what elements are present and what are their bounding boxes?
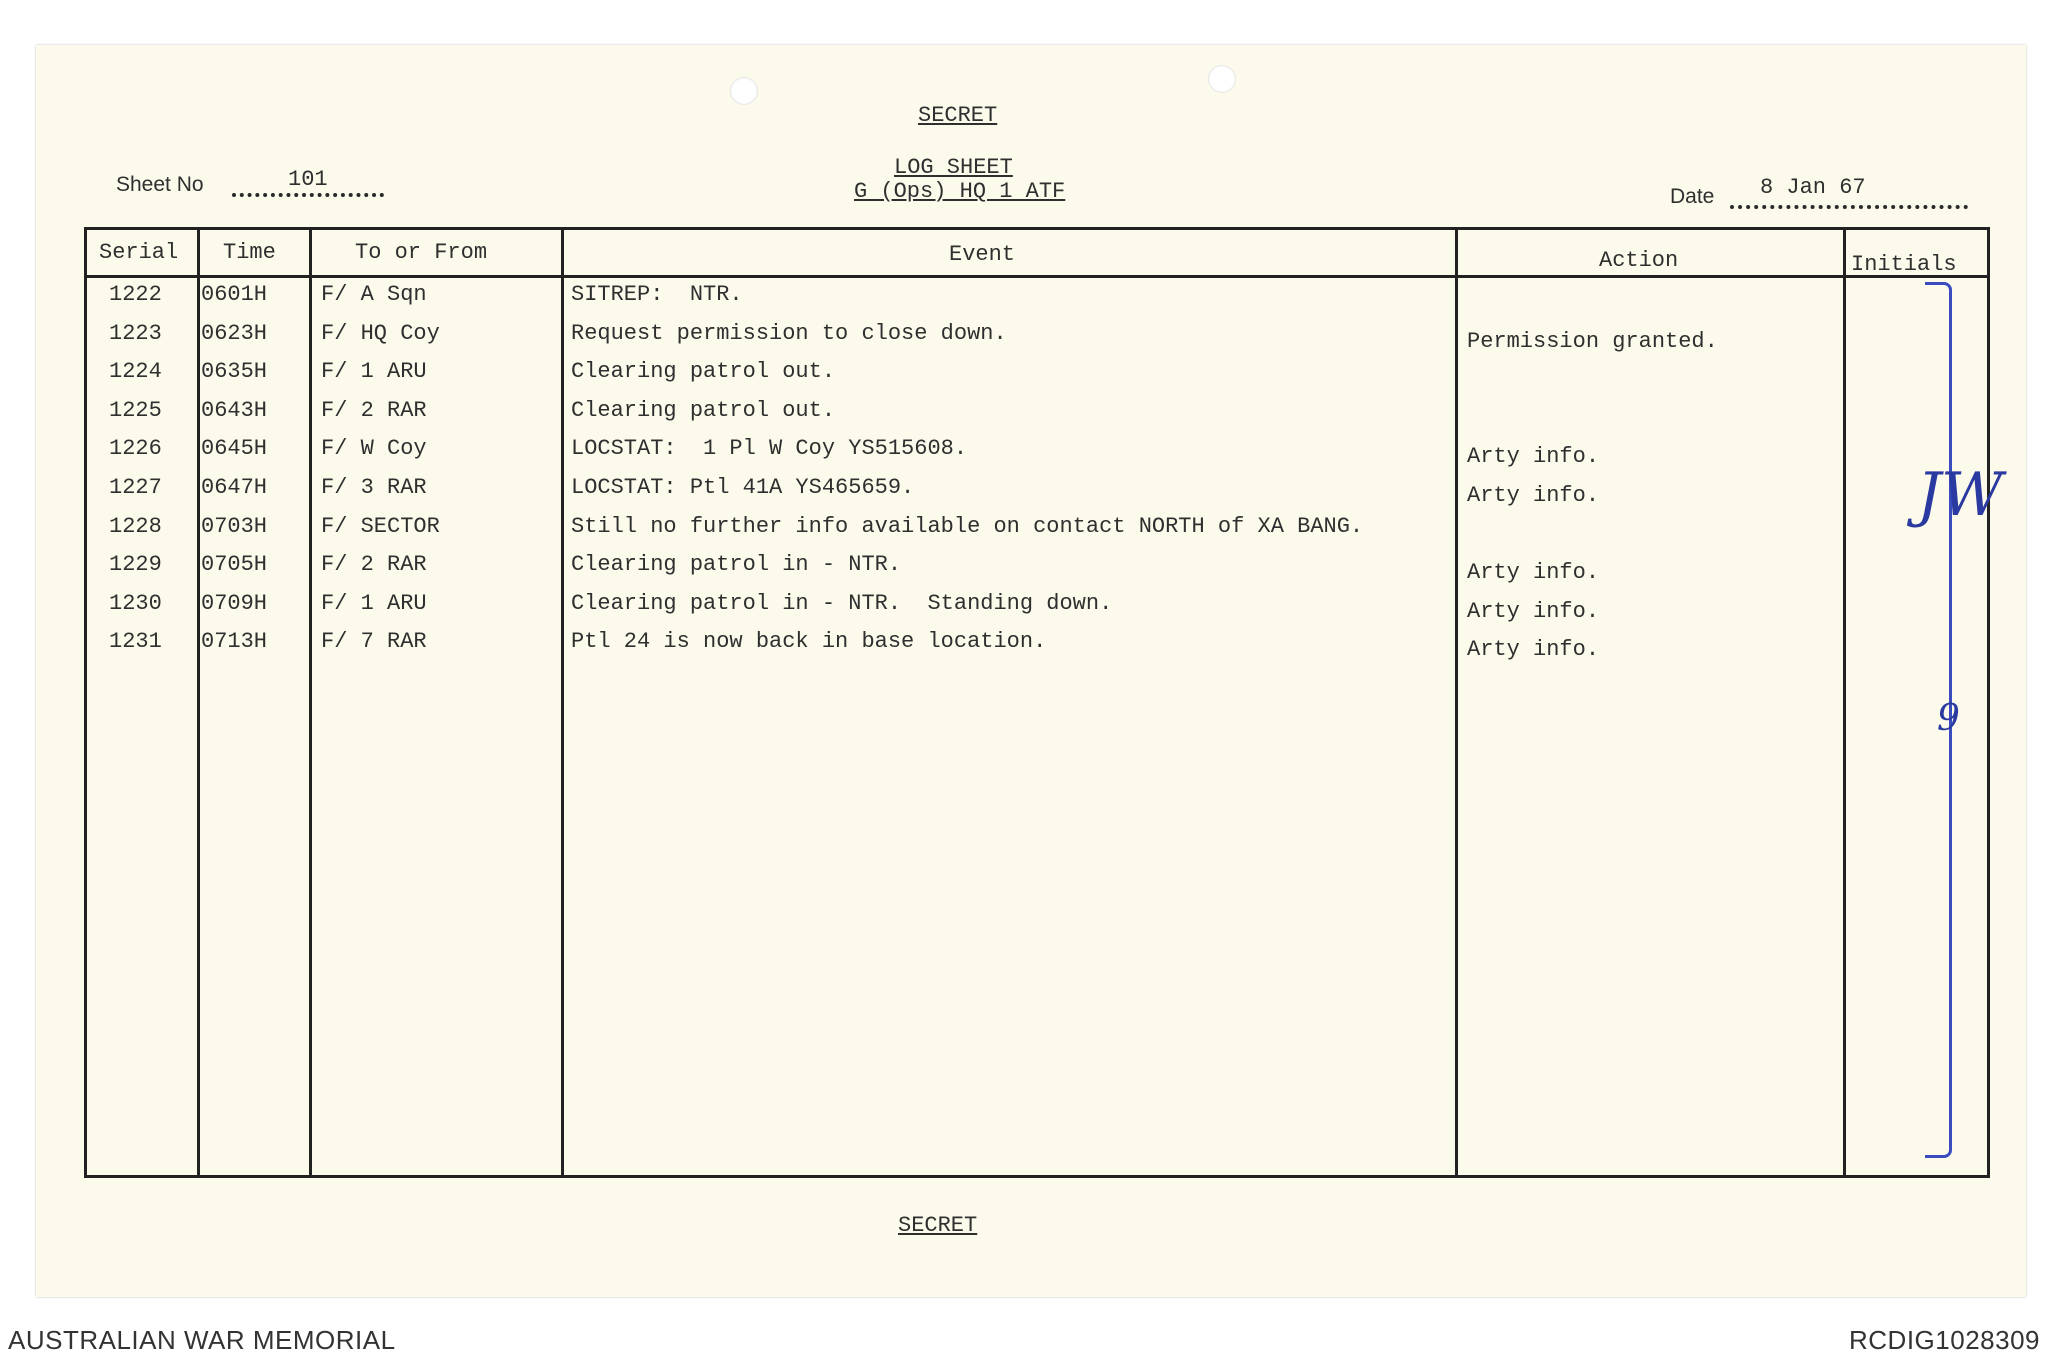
cell-time: 0635H [201, 359, 268, 385]
cell-serial: 1231 [109, 629, 162, 655]
cell-to-from: F/ A Sqn [321, 282, 427, 307]
classification-bottom: SECRET [898, 1213, 978, 1238]
cell-time: 0643H [201, 397, 268, 423]
cell-to-from: F/ 3 RAR [321, 475, 427, 500]
cell-to-from: F/ SECTOR [321, 513, 440, 539]
cell-time: 0703H [201, 513, 268, 539]
cell-event: Clearing patrol out. [571, 359, 836, 385]
log-sheet-subtitle: G (Ops) HQ 1 ATF [854, 179, 1066, 204]
date-value: 8 Jan 67 [1760, 175, 1866, 200]
cell-event: Ptl 24 is now back in base location. [571, 629, 1047, 655]
cell-to-from: F/ 1 ARU [321, 359, 427, 385]
cell-to-from: F/ W Coy [321, 436, 427, 462]
header-to-from: To or From [355, 240, 488, 265]
cell-serial: 1227 [109, 475, 162, 500]
cell-to-from: F/ 2 RAR [321, 397, 427, 423]
cell-action: Arty info. [1467, 560, 1600, 586]
log-sheet-title: LOG SHEET [894, 155, 1013, 180]
footer-record-id: RCDIG1028309 [1849, 1325, 2040, 1355]
classification-top: SECRET [918, 103, 998, 128]
cell-action: Arty info. [1467, 637, 1600, 663]
header-divider [87, 275, 1987, 278]
cell-serial: 1226 [109, 436, 162, 462]
column-divider [561, 230, 564, 1175]
cell-serial: 1222 [109, 282, 162, 307]
cell-event: Still no further info available on contact NORTH of XA BANG. [571, 513, 1364, 539]
cell-serial: 1228 [109, 513, 162, 539]
cell-time: 0601H [201, 282, 268, 307]
cell-serial: 1225 [109, 397, 162, 423]
cell-serial: 1229 [109, 552, 162, 578]
cell-event: SITREP: NTR. [571, 282, 743, 307]
header-time: Time [223, 240, 276, 265]
initials-signature: JW [1917, 460, 2003, 530]
column-divider [309, 230, 312, 1175]
cell-to-from: F/ 1 ARU [321, 590, 427, 616]
punch-hole [730, 77, 758, 105]
cell-event: Request permission to close down. [571, 320, 1007, 346]
cell-action: Arty info. [1467, 483, 1600, 508]
cell-action: Arty info. [1467, 598, 1600, 624]
cell-time: 0623H [201, 320, 268, 346]
cell-serial: 1224 [109, 359, 162, 385]
cell-serial: 1230 [109, 590, 162, 616]
date-label: Date [1670, 185, 1715, 208]
cell-time: 0709H [201, 590, 268, 616]
cell-event: LOCSTAT: Ptl 41A YS465659. [571, 475, 915, 500]
header-serial: Serial [99, 240, 179, 265]
cell-action: Permission granted. [1467, 328, 1718, 354]
cell-serial: 1223 [109, 320, 162, 346]
sheet-number-dots [232, 193, 384, 197]
footer-archive-name: AUSTRALIAN WAR MEMORIAL [8, 1325, 396, 1355]
punch-hole [1208, 65, 1236, 93]
header-initials: Initials [1851, 252, 1957, 277]
cell-time: 0713H [201, 629, 268, 655]
sheet-number-value: 101 [288, 167, 328, 192]
initials-mark: 9 [1937, 698, 1960, 739]
cell-event: LOCSTAT: 1 Pl W Coy YS515608. [571, 436, 968, 462]
cell-time: 0705H [201, 552, 268, 578]
cell-to-from: F/ HQ Coy [321, 320, 440, 346]
cell-action: Arty info. [1467, 444, 1600, 470]
cell-time: 0647H [201, 475, 268, 500]
cell-to-from: F/ 2 RAR [321, 552, 427, 578]
date-dots [1730, 205, 1968, 209]
column-divider [1455, 230, 1458, 1175]
sheet-number-label: Sheet No [116, 173, 204, 196]
cell-to-from: F/ 7 RAR [321, 629, 427, 655]
cell-time: 0645H [201, 436, 268, 462]
header-event: Event [949, 242, 1016, 267]
header-action: Action [1599, 248, 1679, 273]
cell-event: Clearing patrol in - NTR. [571, 552, 902, 578]
cell-event: Clearing patrol out. [571, 397, 836, 423]
cell-event: Clearing patrol in - NTR. Standing down. [571, 590, 1113, 616]
log-sheet-page [36, 45, 2026, 1297]
column-divider [1843, 230, 1846, 1175]
column-divider [197, 230, 200, 1175]
log-table [84, 227, 2003, 1178]
